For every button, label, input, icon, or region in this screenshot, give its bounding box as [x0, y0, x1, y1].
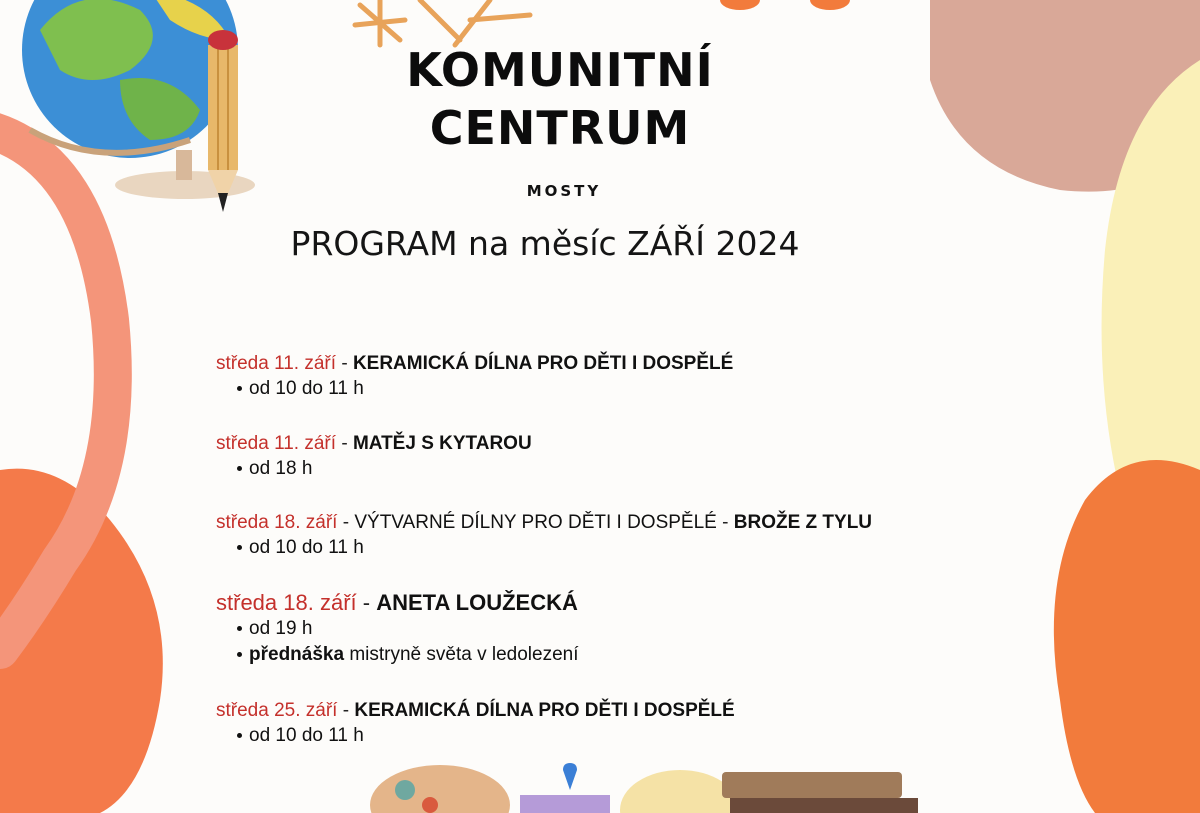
event-subtitle: VÝTVARNÉ DÍLNY PRO DĚTI I DOSPĚLÉ [354, 512, 717, 533]
event-separator: - [337, 512, 355, 533]
bullet-dot [237, 386, 242, 391]
event-bullet [237, 376, 733, 402]
event-separator: - [337, 700, 355, 721]
palette-icon [370, 765, 510, 813]
event-separator: - [336, 433, 353, 454]
event-separator: - [336, 353, 353, 374]
event-title: KERAMICKÁ DÍLNA PRO DĚTI I DOSPĚLÉ [352, 353, 734, 374]
event-item [216, 699, 735, 749]
title-line2: CENTRUM [429, 101, 691, 155]
orange-blob-right [1054, 460, 1200, 813]
event-date: středa 11. září [216, 353, 337, 374]
bullet-bold-text: přednáška [249, 644, 345, 665]
bullet-text: od 19 h [249, 618, 313, 639]
event-date: středa 25. září [216, 700, 338, 721]
event-date: středa 11. září [216, 433, 337, 454]
event-title: ANETA LOUŽECKÁ [376, 590, 578, 615]
event-title: KERAMICKÁ DÍLNA PRO DĚTI I DOSPĚLÉ [354, 700, 735, 721]
event-bullet [237, 535, 872, 561]
bullet-dot [237, 626, 242, 631]
event-item [216, 590, 579, 668]
bullet-dot [237, 545, 242, 550]
event-bullet [237, 642, 579, 668]
bullet-dot [237, 733, 242, 738]
map-pin-icon [520, 763, 610, 813]
bullet-text: od 18 h [249, 458, 313, 479]
bullet-dot [237, 652, 242, 657]
subtitle: MOSTY [526, 182, 602, 200]
sparkle-icon [355, 0, 530, 45]
event-title: MATĚJ S KYTAROU [352, 433, 532, 454]
event-separator: - [716, 512, 734, 533]
program-heading: PROGRAM na měsíc ZÁŘÍ 2024 [290, 224, 800, 263]
bullet-text: od 10 do 11 h [249, 725, 364, 746]
orange-dot [720, 0, 760, 10]
orange-dot [810, 0, 850, 10]
bullet-dot [237, 466, 242, 471]
bullet-text: od 10 do 11 h [249, 537, 364, 558]
event-separator: - [356, 590, 377, 615]
event-bullet [237, 456, 532, 482]
event-date: středa 18. září [216, 512, 338, 533]
event-bullet [237, 616, 579, 642]
event-bullet [237, 723, 735, 749]
event-date: středa 18. září [216, 590, 357, 615]
bullet-text: mistryně světa v ledolezení [344, 644, 579, 665]
title-line1: KOMUNITNÍ [406, 43, 714, 97]
event-title: BROŽE Z TYLU [733, 512, 873, 533]
event-item [216, 352, 733, 402]
event-item [216, 511, 872, 561]
books-icon [722, 772, 918, 813]
bullet-text: od 10 do 11 h [249, 378, 364, 399]
event-item [216, 432, 532, 482]
